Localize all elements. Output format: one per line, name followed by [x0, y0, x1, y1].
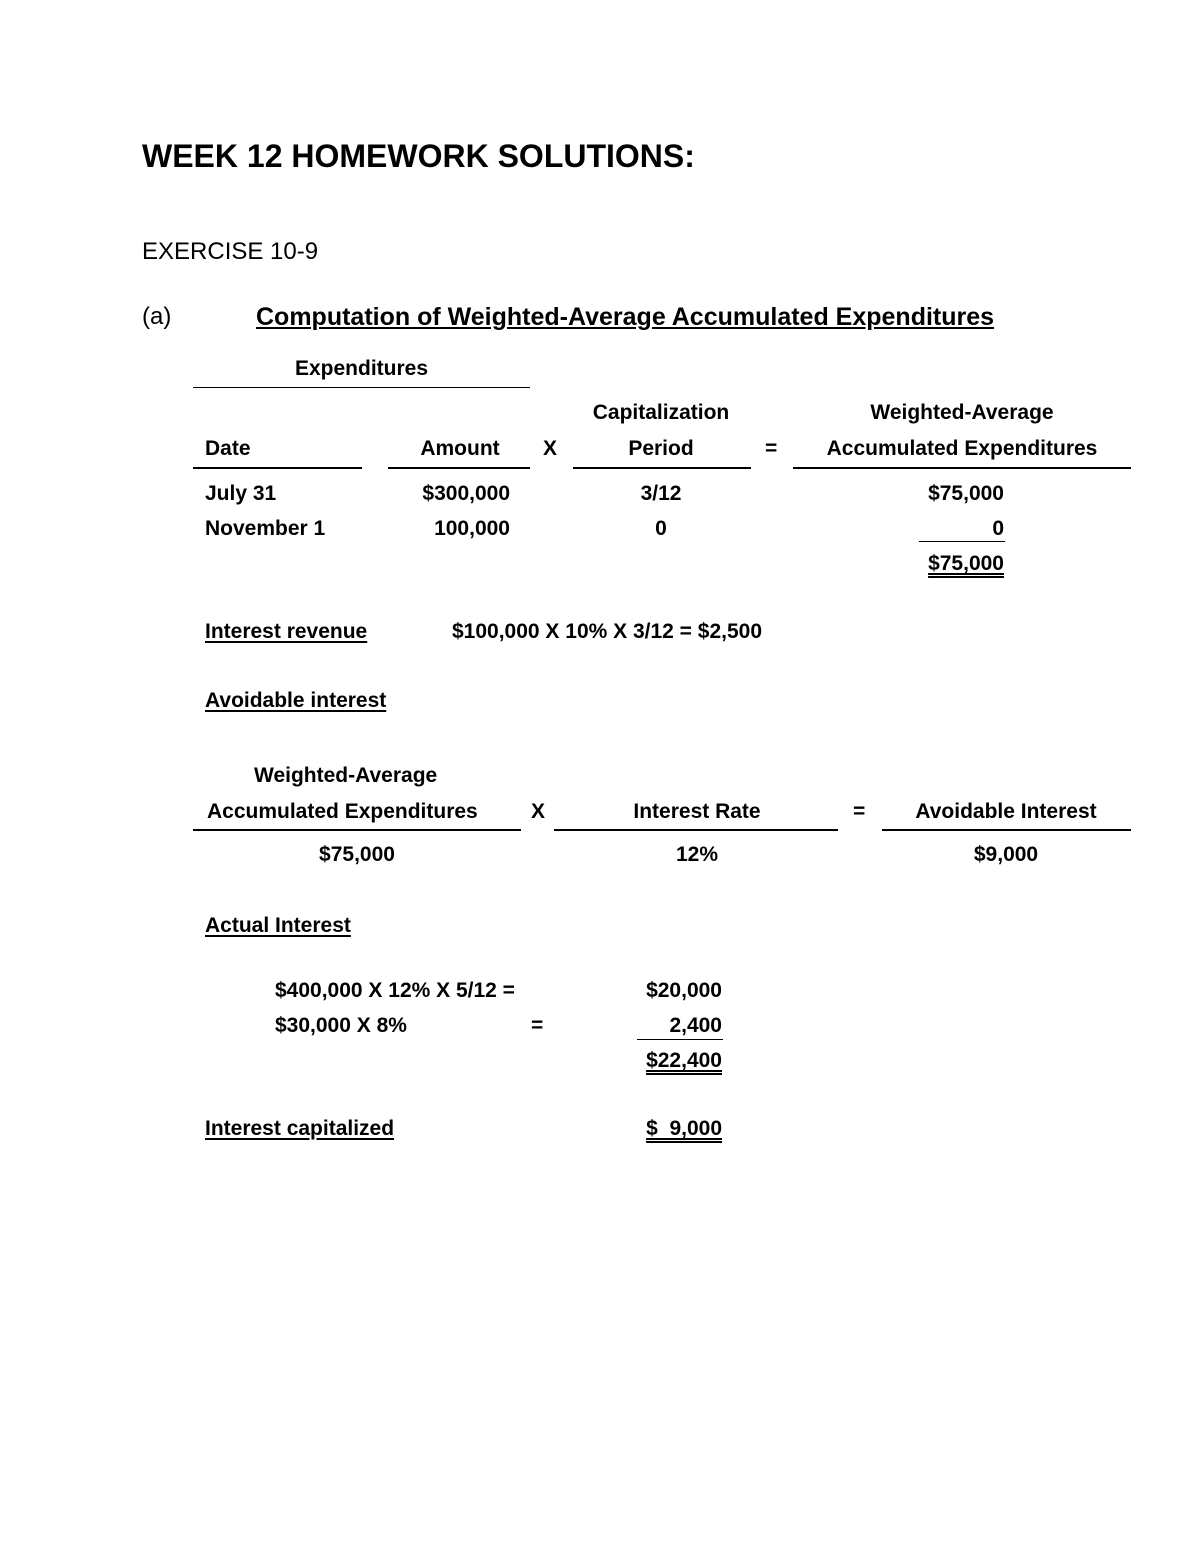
col-waae-bottom: Accumulated Expenditures	[826, 437, 1098, 460]
period-header-rule	[573, 467, 751, 469]
actual-line1-formula: $400,000 X 12% X 5/12 =	[275, 979, 515, 1002]
row-amount: $300,000	[422, 482, 510, 505]
row-period: 3/12	[640, 482, 682, 505]
equals-operator: =	[765, 437, 778, 460]
waae-total: $75,000	[928, 552, 1004, 575]
interest-capitalized-value: $ 9,000	[646, 1117, 722, 1140]
row-date: November 1	[205, 517, 326, 540]
col-period-bottom: Period	[628, 437, 694, 460]
avoidable-col3: Avoidable Interest	[915, 800, 1097, 823]
col-date: Date	[205, 437, 251, 460]
avoidable-col3-rule	[882, 829, 1131, 831]
interest-revenue-formula: $100,000 X 10% X 3/12 = $2,500	[452, 620, 763, 643]
row-date: July 31	[205, 482, 277, 505]
actual-line2-value: 2,400	[669, 1014, 722, 1037]
col-amount: Amount	[420, 437, 500, 460]
waae-header-rule	[793, 467, 1131, 469]
interest-capitalized-label: Interest capitalized	[205, 1117, 395, 1140]
avoidable-val1: $75,000	[319, 843, 395, 866]
col-waae-top: Weighted-Average	[870, 401, 1054, 424]
interest-revenue-label: Interest revenue	[205, 620, 368, 643]
actual-subtotal-rule	[637, 1039, 723, 1040]
actual-total: $22,400	[646, 1049, 722, 1072]
avoidable-col2: Interest Rate	[633, 800, 761, 823]
avoidable-col2-rule	[554, 829, 838, 831]
expenditures-group-rule	[193, 387, 530, 388]
avoidable-interest-label: Avoidable interest	[205, 689, 387, 712]
equals-operator: =	[853, 800, 866, 823]
times-operator: X	[531, 800, 546, 823]
page-title: WEEK 12 HOMEWORK SOLUTIONS:	[142, 138, 695, 174]
expenditures-group-header: Expenditures	[294, 357, 429, 380]
actual-line2-formula: $30,000 X 8%	[275, 1014, 407, 1037]
section-title: Computation of Weighted-Average Accumulated Expenditures	[256, 303, 995, 331]
row-period: 0	[655, 517, 667, 540]
avoidable-val2: 12%	[675, 843, 719, 866]
avoidable-col1-rule	[193, 829, 521, 831]
actual-line1-value: $20,000	[646, 979, 722, 1002]
actual-interest-label: Actual Interest	[205, 914, 351, 937]
avoidable-col1-top: Weighted-Average	[254, 764, 438, 787]
actual-line2-equals: =	[531, 1014, 544, 1037]
date-header-rule	[193, 467, 362, 469]
times-operator: X	[543, 437, 558, 460]
avoidable-col1-bottom: Accumulated Expenditures	[207, 800, 478, 823]
part-label: (a)	[142, 303, 172, 330]
waae-subtotal-rule	[919, 541, 1005, 542]
row-amount: 100,000	[434, 517, 510, 540]
col-period-top: Capitalization	[592, 401, 730, 424]
row-waae: 0	[992, 517, 1004, 540]
row-waae: $75,000	[928, 482, 1004, 505]
amount-header-rule	[388, 467, 530, 469]
avoidable-val3: $9,000	[973, 843, 1039, 866]
exercise-heading: EXERCISE 10-9	[142, 238, 319, 265]
